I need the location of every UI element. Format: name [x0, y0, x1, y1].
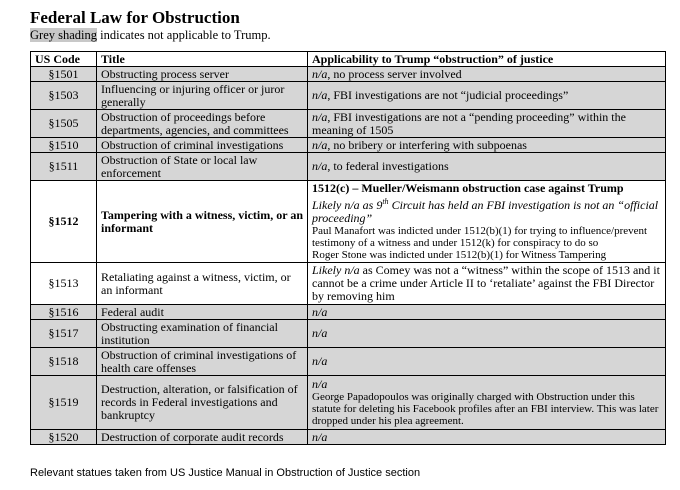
row-applicability: n/a	[308, 348, 666, 376]
header-applicability: Applicability to Trump “obstruction” of justice	[308, 52, 666, 67]
header-title: Title	[97, 52, 308, 67]
table-row	[31, 376, 666, 430]
table-row	[31, 263, 666, 305]
table-row	[31, 67, 666, 82]
row-applicability-note: Likely n/a as 9th Circuit has held an FBI investigation is not an “official proceeding”	[312, 197, 659, 225]
table-row	[31, 305, 666, 320]
row-code: §1520	[31, 430, 97, 445]
table-row	[31, 138, 666, 153]
row-code: §1501	[31, 67, 97, 82]
row-code: §1503	[31, 82, 97, 110]
row-code: §1512	[31, 181, 97, 263]
row-code: §1511	[31, 153, 97, 181]
row-applicability	[308, 181, 666, 263]
page-subtitle	[30, 28, 271, 43]
footer-note: Relevant statues taken from US Justice Manual in Obstruction of Justice section	[30, 467, 421, 479]
table-row	[31, 110, 666, 138]
row-code: §1519	[31, 376, 97, 430]
row-code: §1518	[31, 348, 97, 376]
row-applicability: Likely n/a as Comey was not a “witness” within the scope of 1513 and it cannot be a crime under Article II to ‘retaliate’ against the FBI Director by removing him	[308, 263, 666, 305]
row-code: §1510	[31, 138, 97, 153]
row-applicability: n/a, FBI investigations are not a “pending proceeding” within the meaning of 1505	[308, 110, 666, 138]
row-title: Obstruction of criminal investigations	[97, 138, 308, 153]
row-code: §1517	[31, 320, 97, 348]
row-applicability: n/a, no bribery or interfering with subpoenas	[308, 138, 666, 153]
row-title: Retaliating against a witness, victim, or an informant	[97, 263, 308, 305]
row-title: Obstruction of criminal investigations of health care offenses	[97, 348, 308, 376]
row-code: §1513	[31, 263, 97, 305]
header-us-code: US Code	[31, 52, 97, 67]
row-code: §1505	[31, 110, 97, 138]
row-title: Tampering with a witness, victim, or an informant	[97, 181, 308, 263]
row-title: Influencing or injuring officer or juror generally	[97, 82, 308, 110]
table-row	[31, 320, 666, 348]
row-applicability-detail: Roger Stone was indicted under 1512(b)(1) for Witness Tampering	[312, 249, 607, 261]
row-applicability-detail: George Papadopoulos was originally charged with Obstruction under this statute for deleting his Facebook profiles after an FBI interview. This was later dropped under his plea agreement.	[312, 391, 659, 427]
page-title: Federal Law for Obstruction	[30, 8, 240, 27]
row-applicability: n/a, FBI investigations are not “judicial proceedings”	[308, 82, 666, 110]
row-title: Obstructing process server	[97, 67, 308, 82]
row-code: §1516	[31, 305, 97, 320]
subtitle-rest: indicates not applicable to Trump.	[97, 28, 271, 42]
row-title: Obstructing examination of financial institution	[97, 320, 308, 348]
table-row	[31, 82, 666, 110]
row-title: Obstruction of State or local law enforcement	[97, 153, 308, 181]
table-row	[31, 348, 666, 376]
table-header-row	[31, 52, 666, 67]
row-title: Federal audit	[97, 305, 308, 320]
row-applicability: n/a, to federal investigations	[308, 153, 666, 181]
row-title: Obstruction of proceedings before departments, agencies, and committees	[97, 110, 308, 138]
row-applicability: n/a	[308, 320, 666, 348]
table-row	[31, 430, 666, 445]
obstruction-law-table	[30, 51, 666, 445]
row-title: Destruction of corporate audit records	[97, 430, 308, 445]
subtitle-highlight: Grey shading	[30, 28, 97, 42]
row-applicability: n/a, no process server involved	[308, 67, 666, 82]
row-applicability: n/a	[308, 430, 666, 445]
table-row	[31, 153, 666, 181]
row-applicability: n/a George Papadopoulos was originally charged with Obstruction under this statute for deleting his Facebook profiles after an FBI interview. This was later dropped under his plea agreement.	[308, 376, 666, 430]
row-applicability-detail: Paul Manafort was indicted under 1512(b)(1) for trying to influence/prevent testimony of a witness and under 1512(k) for conspiracy to do so	[312, 225, 648, 249]
row-applicability: n/a	[308, 305, 666, 320]
row-title: Destruction, alteration, or falsification of records in Federal investigations and bankruptcy	[97, 376, 308, 430]
row-applicability-heading: 1512(c) – Mueller/Weismann obstruction case against Trump	[312, 181, 624, 195]
table-row	[31, 181, 666, 263]
